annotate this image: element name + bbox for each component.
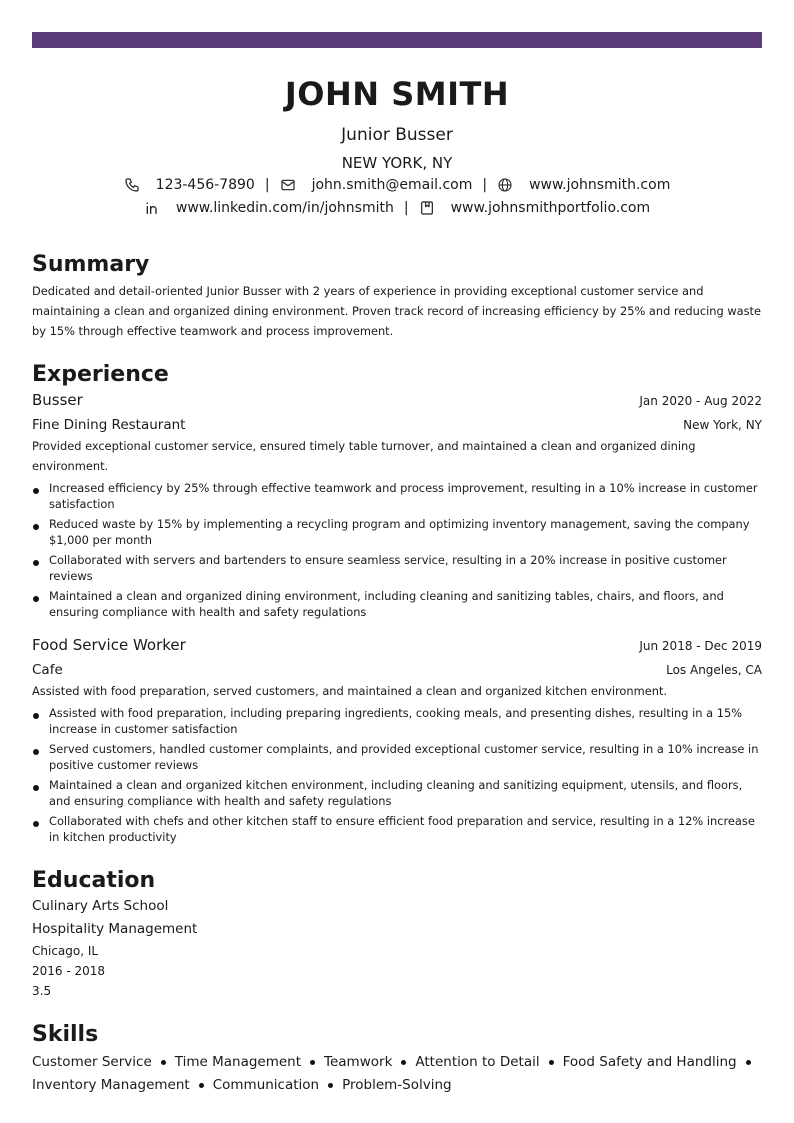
list-item	[32, 741, 762, 773]
job-title-headline: Junior Busser	[341, 125, 453, 145]
school-location: Chicago, IL	[32, 944, 99, 958]
bullet-icon	[33, 596, 39, 602]
job-bullets	[32, 705, 762, 845]
email-address[interactable]: john.smith@email.com	[311, 177, 473, 193]
skills-heading: Skills	[32, 1022, 99, 1047]
company-name: Fine Dining Restaurant	[32, 417, 186, 433]
degree-name: Hospitality Management	[32, 921, 198, 937]
bullet-icon	[199, 1083, 204, 1088]
skills-list	[32, 1051, 762, 1097]
bullet-icon	[33, 821, 39, 827]
resume-page	[32, 32, 762, 1097]
bullet-icon	[401, 1060, 406, 1065]
portfolio-link[interactable]: www.johnsmithportfolio.com	[450, 200, 651, 216]
bullet-text: Served customers, handled customer complaints, and provided exceptional customer service, resulting in a 10% increase in positive customer reviews	[49, 742, 759, 772]
globe-icon	[497, 177, 513, 193]
bullet-icon	[549, 1060, 554, 1065]
education-dates: 2016 - 2018	[32, 964, 106, 978]
job-entry	[32, 634, 762, 845]
list-item	[32, 813, 762, 845]
job-location: New York, NY	[683, 418, 762, 432]
job-description: Provided exceptional customer service, ensured timely table turnover, and maintained a clean and organized dining environment.	[32, 439, 696, 473]
bullet-icon	[33, 713, 39, 719]
bullet-icon	[33, 749, 39, 755]
job-bullets	[32, 480, 762, 620]
job-dates: Jun 2018 - Dec 2019	[639, 639, 762, 653]
list-item	[32, 588, 762, 620]
list-item	[32, 516, 762, 548]
list-item	[32, 552, 762, 584]
accent-bar	[32, 32, 762, 48]
candidate-name: JOHN SMITH	[284, 75, 510, 113]
bullet-icon	[33, 785, 39, 791]
job-dates: Jan 2020 - Aug 2022	[639, 394, 762, 408]
skill-item: Customer Service	[32, 1054, 152, 1070]
linkedin-icon	[144, 200, 160, 216]
email-icon	[280, 177, 296, 193]
job-location: Los Angeles, CA	[666, 663, 762, 677]
skill-item: Time Management	[174, 1054, 302, 1070]
bullet-icon	[310, 1060, 315, 1065]
phone-number[interactable]: 123-456-7890	[155, 177, 255, 193]
separator: |	[403, 200, 409, 216]
bullet-text: Assisted with food preparation, including preparing ingredients, cooking meals, and presenting dishes, resulting in a 15% increase in customer satisfaction	[49, 706, 743, 736]
skill-item: Teamwork	[324, 1054, 393, 1070]
summary-text: Dedicated and detail-oriented Junior Busser with 2 years of experience in providing exceptional customer service and maintaining a clean and organized dining environment. Proven track record of increasing efficiency by 25% and reducing waste by 15% through effective teamwork and process improvement.	[32, 284, 762, 338]
bullet-text: Maintained a clean and organized kitchen environment, including cleaning and sanitizing equipment, utensils, and floors, and ensuring compliance with health and safety regulations	[49, 778, 743, 808]
contact-line-primary	[32, 174, 762, 196]
bullet-icon	[33, 524, 39, 530]
skill-item: Communication	[212, 1077, 320, 1093]
job-title: Busser	[32, 391, 83, 409]
skill-item: Problem-Solving	[342, 1077, 452, 1093]
company-name: Cafe	[32, 662, 63, 678]
bullet-text: Increased efficiency by 25% through effective teamwork and process improvement, resulting in a 10% increase in customer satisfaction	[49, 481, 758, 511]
separator: |	[482, 177, 488, 193]
candidate-location: NEW YORK, NY	[341, 154, 453, 172]
portfolio-icon	[419, 200, 435, 216]
bullet-icon	[746, 1060, 751, 1065]
job-entry	[32, 389, 762, 620]
website-link[interactable]: www.johnsmith.com	[529, 177, 671, 193]
bullet-text: Collaborated with chefs and other kitchen staff to ensure efficient food preparation and service, resulting in a 12% increase in kitchen productivity	[49, 814, 755, 844]
bullet-text: Collaborated with servers and bartenders to ensure seamless service, resulting in a 20% increase in positive customer reviews	[49, 553, 727, 583]
gpa: 3.5	[32, 984, 52, 998]
job-description: Assisted with food preparation, served customers, and maintained a clean and organized kitchen environment.	[32, 684, 668, 698]
bullet-text: Maintained a clean and organized dining environment, including cleaning and sanitizing tables, chairs, and floors, and ensuring compliance with health and safety regulations	[49, 589, 724, 619]
list-item	[32, 705, 762, 737]
contact-line-secondary	[32, 197, 762, 219]
list-item	[32, 480, 762, 512]
school-name: Culinary Arts School	[32, 898, 169, 914]
skill-item: Food Safety and Handling	[562, 1054, 737, 1070]
bullet-text: Reduced waste by 15% by implementing a recycling program and optimizing inventory management, saving the company $1,000 per month	[49, 517, 750, 547]
phone-icon	[124, 177, 140, 193]
job-title: Food Service Worker	[32, 636, 186, 654]
skill-item: Attention to Detail	[415, 1054, 540, 1070]
bullet-icon	[33, 488, 39, 494]
skill-item: Inventory Management	[32, 1077, 190, 1093]
bullet-icon	[33, 560, 39, 566]
experience-heading: Experience	[32, 362, 169, 387]
linkedin-link[interactable]: www.linkedin.com/in/johnsmith	[175, 200, 394, 216]
bullet-icon	[328, 1083, 333, 1088]
education-heading: Education	[32, 868, 156, 893]
bullet-icon	[161, 1060, 166, 1065]
separator: |	[264, 177, 270, 193]
summary-heading: Summary	[32, 252, 150, 277]
list-item	[32, 777, 762, 809]
